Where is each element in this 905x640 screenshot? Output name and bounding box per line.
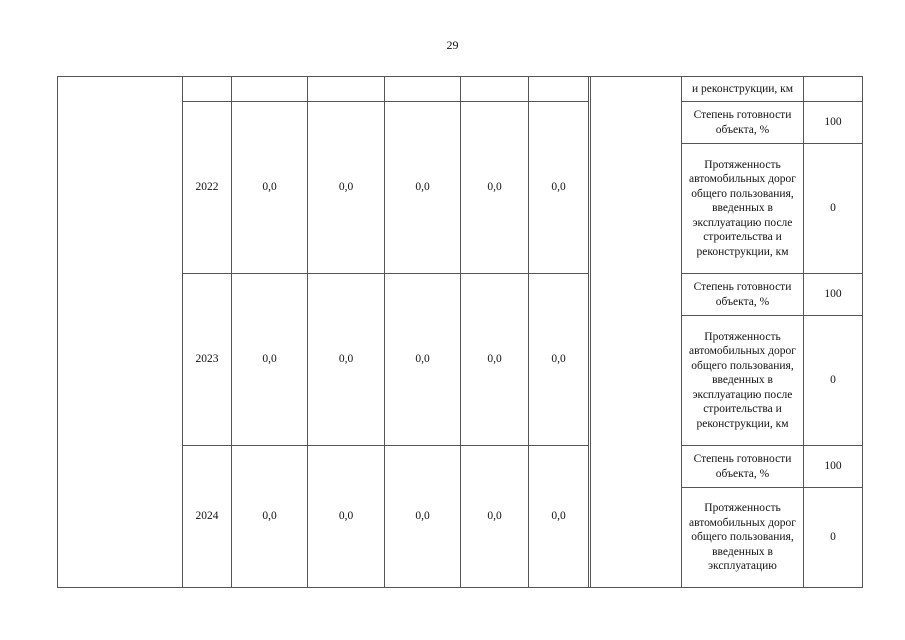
- value-cell: 0,0: [338, 353, 354, 366]
- length-label: Протяженность автомобильных дорог общего пользования, введенных в эксплуатацию после строительства и реконструкции, км: [689, 158, 796, 258]
- readiness-value: 100: [824, 460, 842, 473]
- readiness-label: Степень готовности объекта, %: [693, 109, 792, 136]
- value-cell: 0,0: [338, 181, 354, 194]
- page-number: 29: [446, 38, 459, 52]
- year-cell: 2022: [195, 181, 219, 194]
- indicator-cell: и реконструкции, км: [691, 82, 794, 95]
- length-label: Протяженность автомобильных дорог общего пользования, введенных в эксплуатацию после строительства и реконструкции, км: [689, 330, 796, 430]
- column-divider: [57, 76, 58, 588]
- value-cell: 0,0: [551, 353, 566, 366]
- length-label: Протяженность автомобильных дорог общего пользования, введенных в эксплуатацию: [689, 502, 796, 573]
- value-cell: 0,0: [487, 181, 502, 194]
- value-cell: 0,0: [262, 510, 277, 523]
- value-cell: 0,0: [338, 510, 354, 523]
- year-cell: 2024: [195, 510, 219, 523]
- year-cell: 2023: [195, 353, 219, 366]
- readiness-value: 100: [824, 116, 842, 129]
- readiness-label: Степень готовности объекта, %: [693, 281, 792, 308]
- value-cell: 0,0: [551, 510, 566, 523]
- value-cell: 0,0: [415, 181, 430, 194]
- column-divider: [588, 76, 589, 588]
- length-value: 0: [830, 374, 836, 387]
- value-cell: 0,0: [487, 353, 502, 366]
- value-cell: 0,0: [262, 181, 277, 194]
- length-value: 0: [830, 202, 836, 215]
- readiness-label: Степень готовности объекта, %: [693, 453, 792, 480]
- value-cell: 0,0: [415, 510, 430, 523]
- indicator-value-cell: [804, 77, 862, 101]
- value-cell: 0,0: [262, 353, 277, 366]
- column-divider: [862, 76, 863, 588]
- value-cell: 0,0: [415, 353, 430, 366]
- length-value: 0: [830, 531, 836, 544]
- value-cell: 0,0: [551, 181, 566, 194]
- readiness-value: 100: [824, 288, 842, 301]
- value-cell: 0,0: [487, 510, 502, 523]
- column-divider: [590, 76, 591, 588]
